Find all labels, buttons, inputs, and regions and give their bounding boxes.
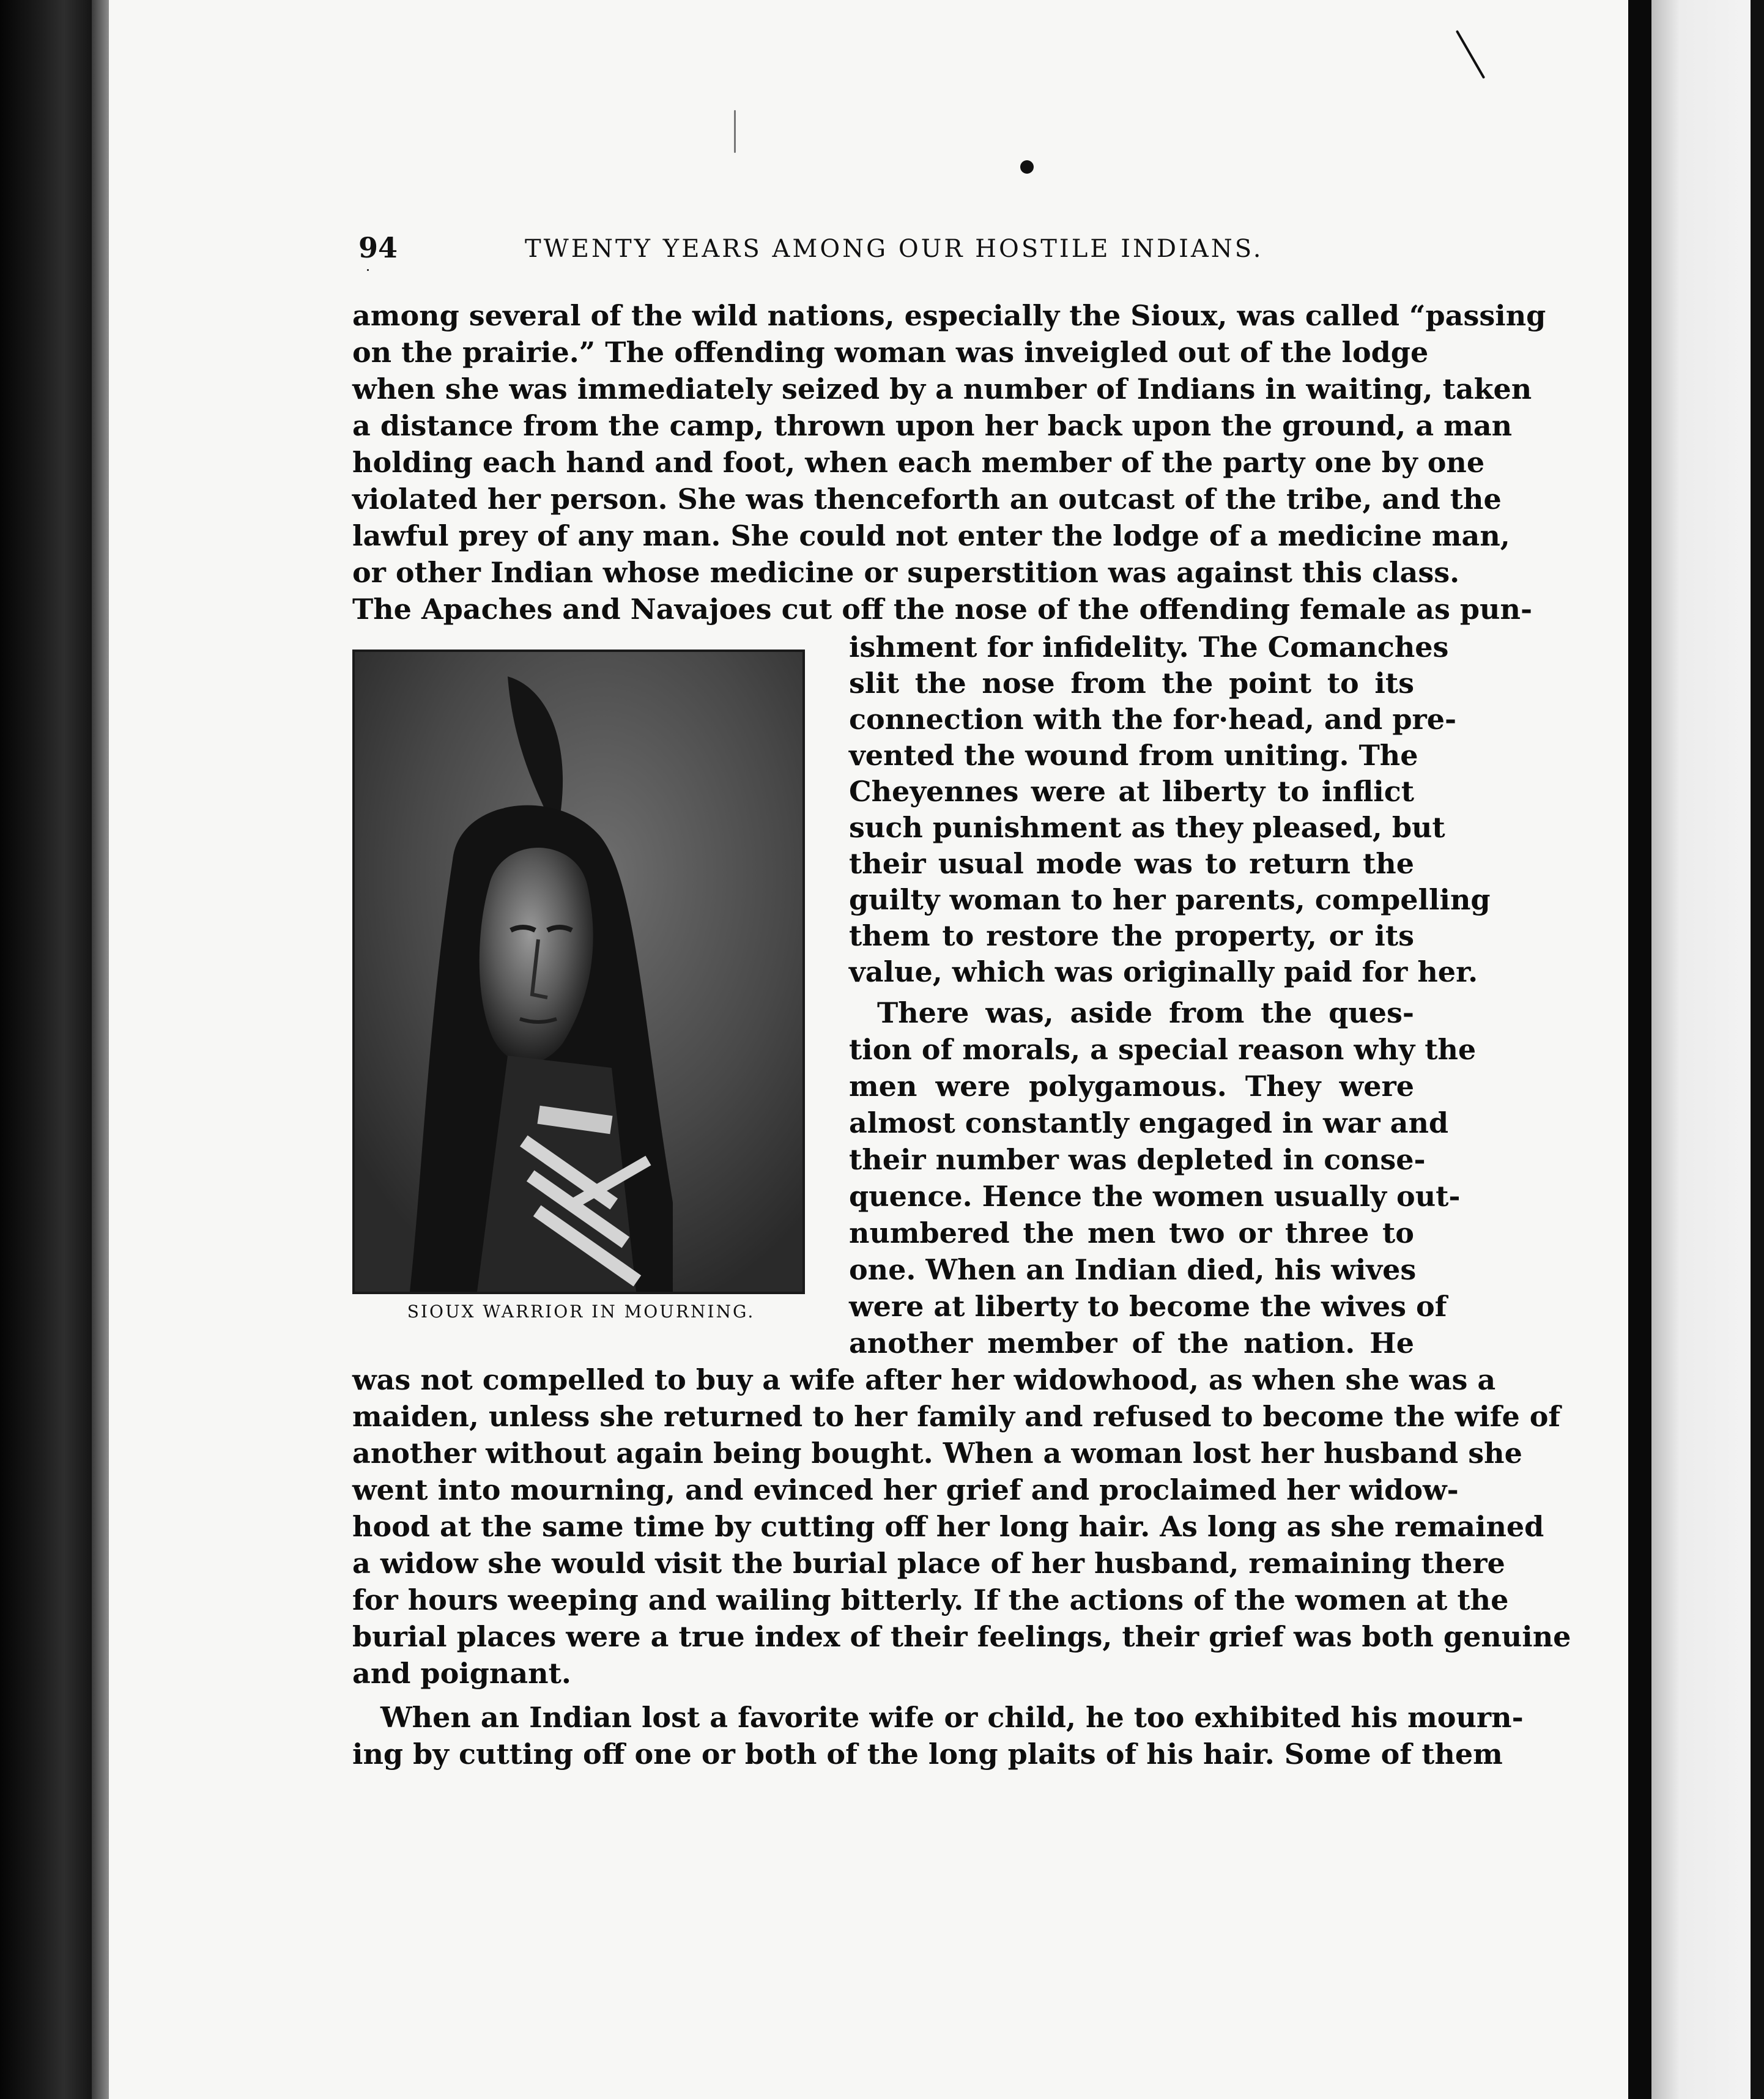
text-line: for hours weeping and wailing bitterly. If the actions of the women at the: [352, 1583, 1509, 1616]
text-line: among several of the wild nations, especially the Sioux, was called “passing: [352, 299, 1546, 332]
text-line: slit the nose from the point to its: [849, 667, 1414, 700]
text-line: was not compelled to buy a wife after her widowhood, as when she was a: [352, 1363, 1496, 1396]
text-line: such punishment as they pleased, but: [849, 811, 1445, 844]
text-line: The Apaches and Navajoes cut off the nose of the offending female as pun-: [352, 593, 1533, 626]
portrait-image: [355, 652, 802, 1292]
text-line: one. When an Indian died, his wives: [849, 1253, 1417, 1286]
text-line: and poignant.: [352, 1657, 571, 1690]
page-header: [358, 231, 1410, 274]
text-line: tion of morals, a special reason why the: [849, 1033, 1477, 1066]
text-line: quence. Hence the women usually out-: [849, 1180, 1461, 1213]
text-line: were at liberty to become the wives of: [849, 1290, 1447, 1323]
text-line: There was, aside from the ques-: [877, 996, 1414, 1029]
text-line: their number was depleted in conse-: [849, 1143, 1426, 1176]
text-line: another without again being bought. When a woman lost her husband she: [352, 1437, 1522, 1470]
text-line: another member of the nation. He: [849, 1327, 1414, 1360]
text-line: ishment for infidelity. The Comanches: [849, 631, 1449, 664]
scan-mark: [734, 110, 736, 153]
text-line: hood at the same time by cutting off her long hair. As long as she remained: [352, 1510, 1544, 1543]
text-line: holding each hand and foot, when each member of the party one by one: [352, 446, 1485, 479]
text-line: them to restore the property, or its: [849, 919, 1414, 952]
text-line: went into mourning, and evinced her grief and proclaimed her widow-: [352, 1473, 1459, 1506]
text-line: Cheyennes were at liberty to inflict: [849, 775, 1414, 808]
text-line: men were polygamous. They were: [849, 1070, 1414, 1103]
text-line: ing by cutting off one or both of the long plaits of his hair. Some of them: [352, 1738, 1503, 1771]
page-gutter: [1628, 0, 1651, 2099]
book-spine-shadow: [0, 0, 92, 2099]
text-line: numbered the men two or three to: [849, 1216, 1414, 1249]
adjacent-page-edge: [1651, 0, 1764, 2099]
text-line: violated her person. She was thenceforth an outcast of the tribe, and the: [352, 483, 1502, 516]
text-line: burial places were a true index of their feelings, their grief was both genuine: [352, 1620, 1571, 1653]
text-line: vented the wound from uniting. The: [849, 739, 1418, 772]
text-line: or other Indian whose medicine or superstition was against this class.: [352, 556, 1460, 589]
text-line: value, which was originally paid for her.: [849, 955, 1478, 988]
text-line: maiden, unless she returned to her family and refused to become the wife of: [352, 1400, 1561, 1433]
text-line: when she was immediately seized by a number of Indians in waiting, taken: [352, 372, 1532, 405]
text-line: a distance from the camp, thrown upon her back upon the ground, a man: [352, 409, 1513, 442]
text-line: a widow she would visit the burial place of her husband, remaining there: [352, 1547, 1505, 1580]
text-line: lawful prey of any man. She could not enter the lodge of a medicine man,: [352, 519, 1510, 552]
text-line: connection with the for·head, and pre-: [849, 703, 1457, 736]
portrait-illustration: [352, 650, 805, 1294]
page-stack-edge: [92, 0, 109, 2099]
text-line: guilty woman to her parents, compelling: [849, 883, 1491, 916]
text-line: their usual mode was to return the: [849, 847, 1414, 880]
page-number: 94: [358, 231, 398, 264]
running-head: TWENTY YEARS AMONG OUR HOSTILE INDIANS.: [525, 235, 1264, 263]
text-line: When an Indian lost a favorite wife or child, he too exhibited his mourn-: [380, 1701, 1524, 1734]
scan-speck: [1020, 160, 1034, 174]
scan-border: [1751, 0, 1764, 2099]
figure-caption: SIOUX WARRIOR IN MOURNING.: [407, 1301, 755, 1322]
text-line: almost constantly engaged in war and: [849, 1106, 1449, 1139]
text-line: on the prairie.” The offending woman was inveigled out of the lodge: [352, 336, 1429, 369]
